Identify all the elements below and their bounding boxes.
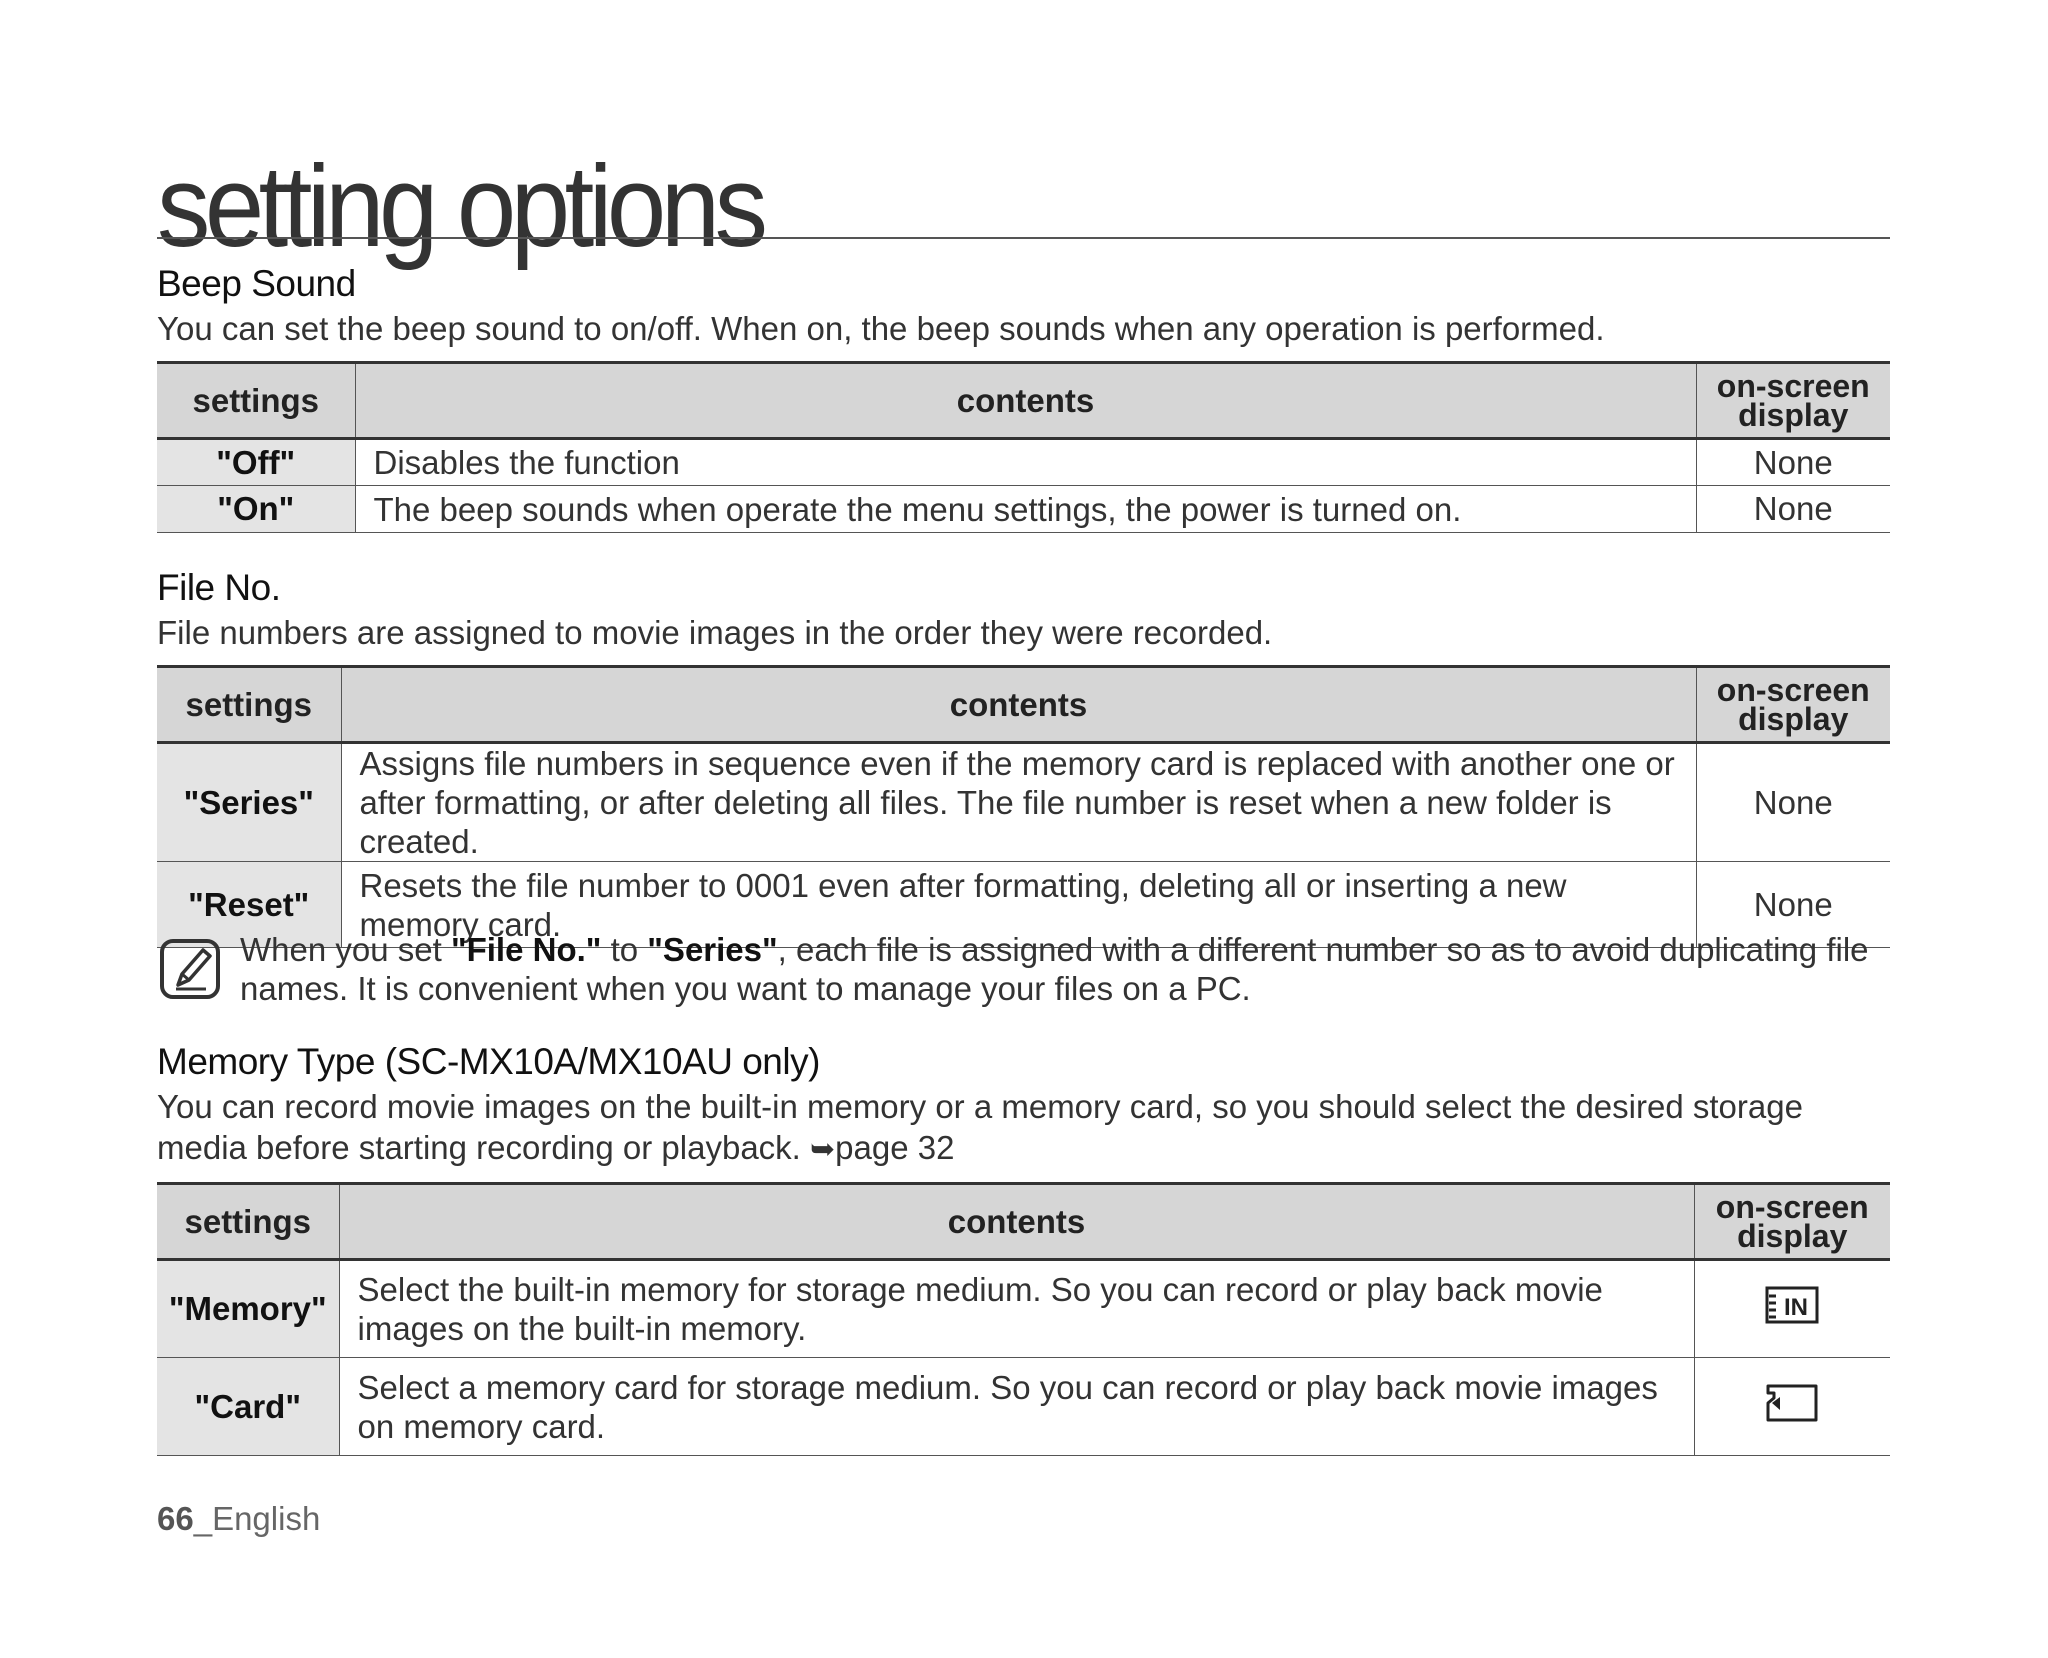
contents-cell: Select the built-in memory for storage medium. So you can record or play back movie images on the built-in memory. [339, 1260, 1694, 1358]
display-header [1696, 363, 1890, 439]
contents-header: contents [339, 1184, 1694, 1260]
display-header-line1: on-screen [1715, 1188, 1869, 1225]
contents-cell: Select a memory card for storage medium. So you can record or play back movie images on memory card. [339, 1358, 1694, 1456]
display-cell: None [1696, 862, 1890, 948]
note-pencil-icon [159, 938, 221, 1000]
page-reference-arrow-icon: ➥ [810, 1133, 836, 1166]
display-header-line1: on-screen [1716, 367, 1870, 404]
page-reference: page 32 [835, 1129, 955, 1166]
setting-cell: "Card" [157, 1358, 339, 1456]
beep-sound-description: You can set the beep sound to on/off. When on, the beep sounds when any operation is performed. [157, 310, 1605, 347]
display-cell: None [1696, 743, 1890, 862]
display-header [1694, 1184, 1890, 1260]
title-rule [157, 237, 1890, 239]
setting-cell: "Off" [157, 439, 355, 486]
built-in-memory-icon-label: IN [1784, 1294, 1809, 1321]
table-row [157, 439, 1890, 486]
settings-header: settings [157, 1184, 339, 1260]
contents-header: contents [355, 363, 1696, 439]
contents-header: contents [341, 667, 1696, 743]
page-footer [157, 1500, 320, 1538]
memory-card-icon [1765, 1383, 1819, 1423]
display-header [1696, 667, 1890, 743]
display-header-line2: display [1738, 700, 1849, 737]
footer-language: _English [193, 1500, 321, 1537]
built-in-memory-icon [1765, 1286, 1819, 1324]
table-row [157, 1260, 1890, 1358]
memory-type-table [157, 1182, 1890, 1456]
setting-cell: "Memory" [157, 1260, 339, 1358]
contents-cell: The beep sounds when operate the menu settings, the power is turned on. [355, 486, 1696, 533]
note-box [157, 930, 1890, 1014]
setting-cell: "Series" [157, 743, 341, 862]
beep-sound-table [157, 361, 1890, 533]
setting-cell: "Reset" [157, 862, 341, 948]
file-no-heading: File No. [157, 567, 281, 608]
display-cell: None [1696, 439, 1890, 486]
beep-sound-section [157, 262, 1890, 533]
display-cell [1694, 1358, 1890, 1456]
memory-type-description [157, 1086, 1890, 1170]
note-term-series: "Series" [647, 931, 778, 968]
display-header-line2: display [1737, 1217, 1848, 1254]
table-row [157, 1358, 1890, 1456]
memory-type-description-text: You can record movie images on the built-in memory or a memory card, so you should select the desired storage media before starting recording or playback. [157, 1088, 1803, 1166]
contents-cell: Disables the function [355, 439, 1696, 486]
table-row [157, 486, 1890, 533]
file-no-description: File numbers are assigned to movie images in the order they were recorded. [157, 614, 1273, 651]
display-cell [1694, 1260, 1890, 1358]
setting-cell: "On" [157, 486, 355, 533]
display-header-line1: on-screen [1716, 671, 1870, 708]
settings-header: settings [157, 363, 355, 439]
memory-type-section [157, 1040, 1890, 1456]
contents-cell: Resets the file number to 0001 even after formatting, deleting all or inserting a new memory card. [341, 862, 1696, 948]
settings-header: settings [157, 667, 341, 743]
file-no-table [157, 665, 1890, 948]
note-text [240, 930, 1880, 1008]
display-header-line2: display [1738, 396, 1849, 433]
beep-sound-heading: Beep Sound [157, 263, 356, 304]
page-number: 66 [157, 1500, 194, 1537]
table-row [157, 743, 1890, 862]
note-text-mid: to [601, 931, 648, 968]
page-title: setting options [157, 141, 763, 271]
contents-cell: Assigns file numbers in sequence even if the memory card is replaced with another one or after formatting, or after deleting all files. The file number is reset when a new folder is created. [341, 743, 1696, 862]
display-cell: None [1696, 486, 1890, 533]
note-text-pre: When you set [240, 931, 451, 968]
note-text-post: , each file is assigned with a different number so as to avoid duplicating file names. It is convenient when you want to manage your files on a PC. [240, 931, 1869, 1007]
file-no-section [157, 566, 1890, 948]
note-term-file-no: "File No." [450, 931, 602, 968]
memory-type-heading: Memory Type (SC-MX10A/MX10AU only) [157, 1041, 820, 1082]
